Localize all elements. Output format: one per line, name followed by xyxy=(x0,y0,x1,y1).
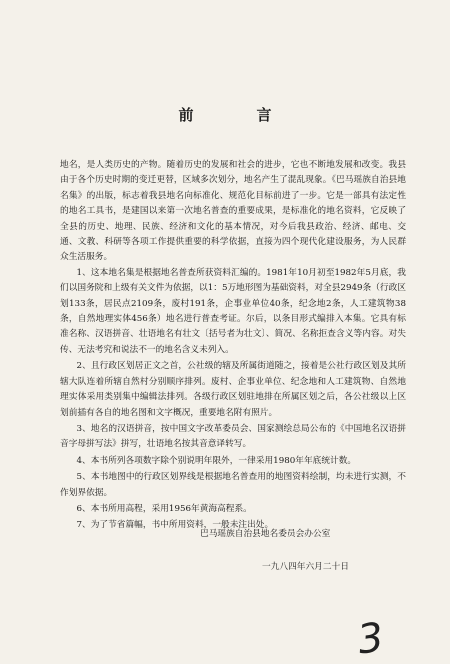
note-item-3: 3、地名的汉语拼音，按中国文字改革委员会、国家测绘总局公布的《中国地名汉语拼音字母拼写法》拼写，壮语地名按其音意译转写。 xyxy=(60,423,406,450)
handwritten-page-number: 3 xyxy=(354,614,387,664)
note-item-4: 4、本书所列各项数字除个别说明年限外，一律采用1980年年底统计数。 xyxy=(76,455,357,466)
note-item-2: 2、且行政区划居正文之首，公社级的辖及所属街道随之，接着是公社行政区划及其所辖大队连着所辖自然村分别顺序排列。废村、企事业单位、纪念地和人工建筑物、自然地理实体采用类别集中编辑法排列。各级行政区划驻地排在所属区划之后，各公社级以上区划前插有各自的地名图和文字概况，重要地名附有照片。 xyxy=(60,361,406,418)
signature-organization: 巴马瑶族自治县地名委员会办公室 xyxy=(200,529,331,539)
document-body xyxy=(60,158,406,534)
signature-date: 一九八四年六月二十日 xyxy=(262,562,349,572)
note-item-6: 6、本书所用高程，采用1956年黄海高程系。 xyxy=(76,503,252,514)
page-title: 前 言 xyxy=(178,106,296,124)
note-item-7: 7、为了节省篇幅，书中所用资料，一般未注出处。 xyxy=(76,520,274,531)
note-item-1: 1、这本地名集是根据地名普查所获资料汇编的。1981年10月初至1982年5月底，我们以国务院和上级有关文件为依据，以1：5万地形图为基础资料，对全县2949条（行政区划133条，居民点2109条，废村191条，企事业单位40条，纪念地2条，人工建筑物38条，自然地理实体456条）地名进行普查考证。尔后，以条目形式编排入本集。它具有标准名称、汉语拼音、壮语地名有壮文〔括号者为壮文〕、简况、名称拒查含义等内容。对失传、无法考究和说法不一的地名含义未列入。 xyxy=(60,267,406,355)
note-item-5: 5、本书地图中的行政区划界线是根据地名普查用的地图资料绘制，均未进行实测，不作划界依据。 xyxy=(60,472,406,498)
intro-paragraph: 地名，是人类历史的产物。随着历史的发展和社会的进步，它也不断地发展和改变。我县由于各个历史时期的变迁更替，区域多次划分，地名产生了混乱现象。《巴马瑶族自治县地名集》的出版，标志着我县地名向标准化、规范化目标前进了一步。它是一部具有法定性的地名工具书，是建国以来第一次地名普查的重要成果，是标准化的地名资料，它反映了全县的历史、地理、民族、经济和文化的基本情况，对今后我县政治、经济、邮电、交通、文教、科研等各项工作提供重要的科学依据，直接为四个现代化建设服务，为人民群众生活服务。 xyxy=(60,160,406,263)
